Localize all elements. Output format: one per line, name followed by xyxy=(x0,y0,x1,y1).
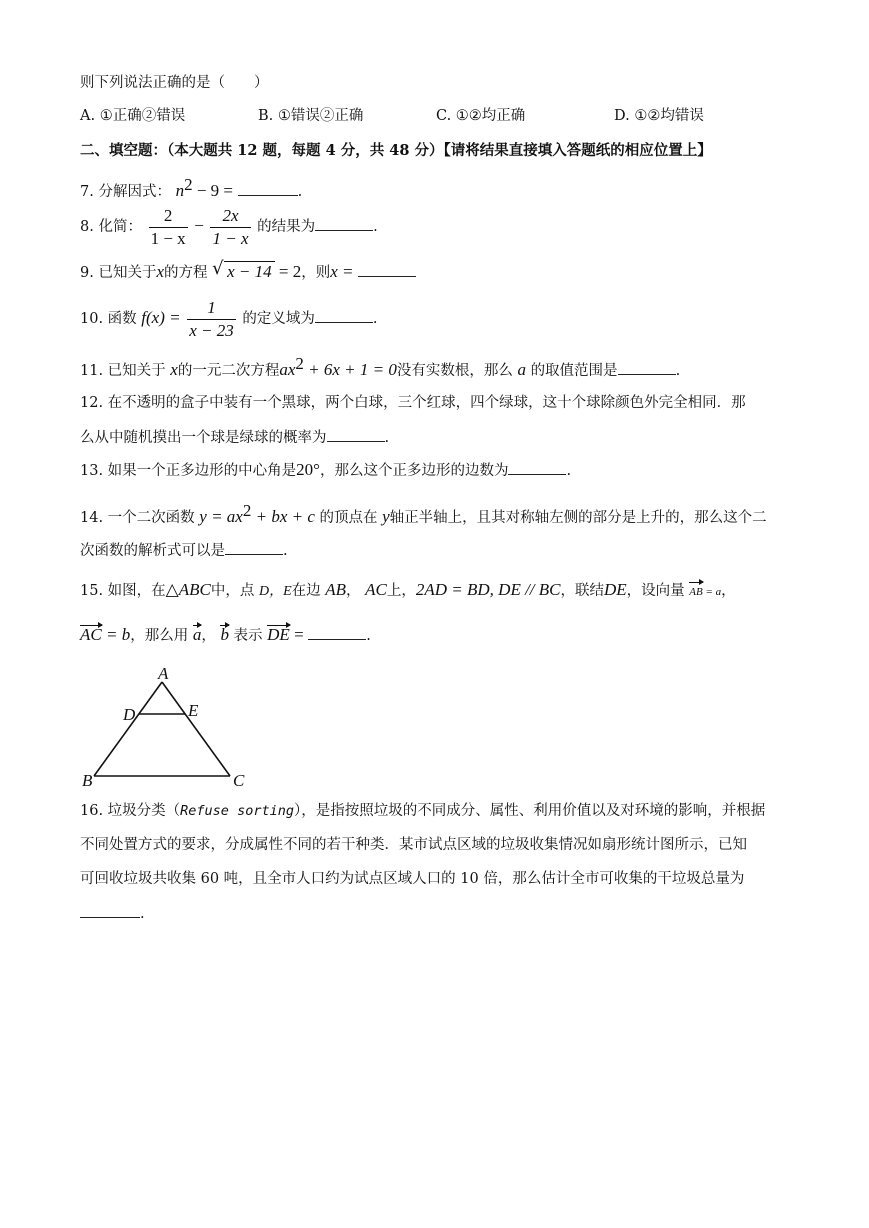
question-12-line2 xyxy=(80,427,389,448)
q16-refuse: Refuse sorting xyxy=(180,803,294,819)
options-row xyxy=(80,106,704,126)
question-10 xyxy=(80,296,377,342)
section-header: 二、填空题：（本大题共 12 题，每题 4 分，共 48 分）【请将结果直接填入答题纸的相应位置上】 xyxy=(80,142,712,159)
q7-math-sup: 2 xyxy=(184,175,193,194)
q8-f2-den: 1 − x xyxy=(212,228,249,248)
answer-blank-15[interactable] xyxy=(308,625,366,640)
q10-frac-den: x − 23 xyxy=(189,320,234,340)
q14-var: y xyxy=(382,506,390,526)
q11-end: . xyxy=(675,362,681,379)
q11-eq-a: ax xyxy=(279,359,296,379)
q15-number: 15. xyxy=(80,583,104,599)
q13-text: 如果一个正多边形的中心角是 xyxy=(107,463,297,479)
question-9 xyxy=(80,258,416,283)
question-14-line1 xyxy=(80,501,767,528)
question-16-line2: 不同处置方式的要求，分成属性不同的若干种类．某市试点区域的垃圾收集情况如扇形统计图所示，已知 xyxy=(80,837,747,853)
q11-eq-sup: 2 xyxy=(295,354,304,373)
q8-after: 的结果为 xyxy=(257,219,316,235)
q8-minus: − xyxy=(194,216,204,235)
q14-text-a: 一个二次函数 xyxy=(107,509,195,526)
question-14-line2 xyxy=(80,540,288,561)
q16-number: 16. xyxy=(80,803,104,819)
question-15-line2 xyxy=(80,625,371,646)
q15-sep: ， xyxy=(346,583,361,599)
q7-number: 7. xyxy=(80,183,94,200)
q10-frac-num: 1 xyxy=(187,297,236,320)
q10-end: . xyxy=(372,311,378,327)
question-12-line1 xyxy=(80,393,746,413)
q12-line1: 在不透明的盒子中装有一个黑球，两个白球，三个红球，四个绿球，这十个球除颜色外完全相同．那 xyxy=(107,395,746,411)
question-16-line3: 可回收垃圾共收集 60 吨，且全市人口约为试点区域人口的 10 倍，那么估计全市可收集的干垃圾总量为 xyxy=(80,871,745,887)
question-8 xyxy=(80,204,378,250)
q14-line2: 次函数的解析式可以是 xyxy=(80,543,225,559)
triangle-figure xyxy=(78,662,258,792)
q15-vec-ab-rest: = a xyxy=(702,586,722,598)
q9-eq: = 2 xyxy=(274,262,302,281)
label-c: C xyxy=(233,771,245,790)
q9-radicand: x − 14 xyxy=(224,261,275,281)
question-16-line4 xyxy=(80,903,145,924)
q8-f1-den: 1 − x xyxy=(150,228,186,248)
q9-number: 9. xyxy=(80,265,94,281)
q12-number: 12. xyxy=(80,395,104,411)
side-ab xyxy=(94,682,162,776)
q15-text-a: 如图，在 xyxy=(107,583,166,599)
q15-show: 表示 xyxy=(233,628,263,644)
q15-comma: ， xyxy=(721,583,736,599)
q15-vec-ab-name: AB xyxy=(689,582,702,602)
q12-end: . xyxy=(384,430,390,446)
q14-eq-b: + bx + c xyxy=(251,506,315,526)
option-a: A. ①正确②错误 xyxy=(80,108,186,124)
q15-eq: = xyxy=(289,625,304,644)
q15-vec-de: DE xyxy=(267,625,290,644)
answer-blank-13[interactable] xyxy=(508,460,566,475)
question-15-line1 xyxy=(80,580,736,602)
answer-blank-9[interactable] xyxy=(358,262,416,277)
q15-text-f: ，设向量 xyxy=(626,583,685,599)
question-13 xyxy=(80,460,571,481)
q7-text: 分解因式： xyxy=(98,183,171,200)
q15-condition: 2AD = BD, DE // BC xyxy=(415,580,561,599)
q14-text-b: 的顶点在 xyxy=(319,509,378,526)
sqrt-icon: √ xyxy=(212,258,224,279)
q14-text-c: 轴正半轴上，且其对称轴左侧的部分是上升的，那么这个二 xyxy=(389,509,767,526)
q15-vec-ab xyxy=(689,586,721,598)
q9-text-a: 已知关于 xyxy=(98,265,157,281)
q15-text-e: ，联结 xyxy=(560,583,604,599)
q11-eq-b: + 6x + 1 = 0 xyxy=(303,359,397,379)
q7-end: . xyxy=(297,183,303,200)
q14-number: 14. xyxy=(80,509,104,526)
q15-text-d: 上， xyxy=(386,583,416,599)
answer-blank-14[interactable] xyxy=(225,540,283,555)
q11-text-c: 没有实数根，那么 xyxy=(396,362,513,379)
triangle-lines xyxy=(94,682,230,776)
q7-math-rest: − 9 = xyxy=(192,180,233,200)
q8-fraction-1 xyxy=(149,205,188,250)
q15-line2-text: ，那么用 xyxy=(130,628,189,644)
q15-vec-a: a xyxy=(192,625,202,644)
q13-angle: 20° xyxy=(296,460,320,479)
option-b: B. ①错误②正确 xyxy=(258,108,364,124)
q11-text-b: 的一元二次方程 xyxy=(177,362,280,379)
q15-vec-ac xyxy=(80,625,130,644)
q15-text-b: 中，点 xyxy=(210,583,255,599)
q11-var2: a xyxy=(517,359,526,379)
answer-blank-10[interactable] xyxy=(315,308,373,323)
answer-blank-7[interactable] xyxy=(238,181,298,196)
q10-text: 函数 xyxy=(107,311,137,327)
q11-text-d: 的取值范围是 xyxy=(530,362,618,379)
q8-fraction-2 xyxy=(210,205,250,250)
q15-points: D，E xyxy=(258,584,292,599)
q15-ab: AB xyxy=(325,580,347,599)
q13-after: ，那么这个正多边形的边数为 xyxy=(319,463,509,479)
q11-var: x xyxy=(170,359,178,379)
q15-vec-ac-eq: = b xyxy=(101,625,131,644)
q10-fraction xyxy=(187,297,236,342)
q15-sep2: ， xyxy=(201,628,216,644)
q9-var: x xyxy=(156,262,164,281)
answer-blank-12[interactable] xyxy=(327,427,385,442)
q15-de: DE xyxy=(604,580,627,599)
option-c: C. ①②均正确 xyxy=(436,108,526,124)
q8-text: 化简： xyxy=(98,219,142,235)
q9-text-b: 的方程 xyxy=(164,265,208,281)
q10-number: 10. xyxy=(80,311,104,327)
label-a: A xyxy=(158,664,169,683)
q15-triangle: △ABC xyxy=(165,580,211,599)
question-7 xyxy=(80,175,302,202)
q9-sqrt xyxy=(212,258,275,282)
q13-end: . xyxy=(566,463,572,479)
side-ac xyxy=(162,682,230,776)
q15-vec-ac-name: AC xyxy=(80,625,102,644)
question-11 xyxy=(80,354,680,381)
q16-end: . xyxy=(140,906,145,922)
q13-number: 13. xyxy=(80,463,104,479)
q14-eq-a: y = ax xyxy=(199,506,243,526)
q8-f2-num: 2x xyxy=(210,205,250,228)
q7-math-base: n xyxy=(175,180,185,200)
q11-text-a: 已知关于 xyxy=(107,362,166,379)
answer-blank-16[interactable] xyxy=(80,903,140,918)
q11-number: 11. xyxy=(80,362,104,379)
answer-blank-11[interactable] xyxy=(618,360,676,375)
question-intro: 则下列说法正确的是（ ） xyxy=(80,75,269,91)
q8-number: 8. xyxy=(80,219,94,235)
q15-ac: AC xyxy=(365,580,387,599)
q10-fx: f(x) = xyxy=(141,308,181,327)
question-16-line1 xyxy=(80,801,765,821)
q15-vec-b: b xyxy=(220,625,229,644)
q15-text-c: 在边 xyxy=(291,583,321,599)
label-e: E xyxy=(188,701,199,720)
q16-line1a: 垃圾分类（ xyxy=(107,803,181,819)
q8-end: . xyxy=(373,219,378,235)
q12-line2: 么从中随机摸出一个球是绿球的概率为 xyxy=(80,430,327,446)
q16-line1b: ），是指按照垃圾的不同成分、属性、利用价值以及对环境的影响，并根据 xyxy=(293,803,766,819)
q14-end: . xyxy=(283,543,288,559)
q10-after: 的定义域为 xyxy=(242,311,315,327)
q14-eq-sup: 2 xyxy=(242,501,252,520)
q15-end: . xyxy=(366,628,371,644)
answer-blank-8[interactable] xyxy=(315,216,373,231)
label-b: B xyxy=(82,771,93,790)
option-d: D. ①②均错误 xyxy=(614,108,704,124)
label-d: D xyxy=(123,705,136,724)
q9-text-c: ，则 xyxy=(301,265,331,281)
q9-lhs: x = xyxy=(330,262,354,281)
q8-f1-num: 2 xyxy=(149,205,188,228)
